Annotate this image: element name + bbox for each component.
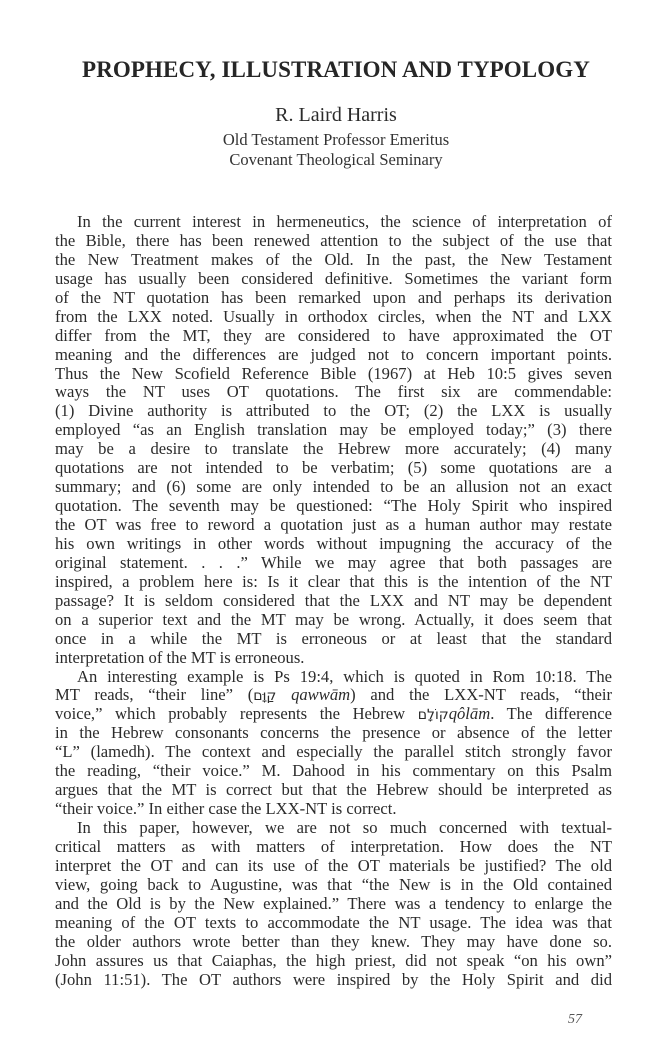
text-line: the reading, “their voice.” M. Dahood in his commentary on this Psalm [55,762,612,781]
text-line: “L” (lamedh). The context and especially the parallel stitch strongly favor [55,743,612,762]
text-line: ways the NT uses OT quotations. The first six are commendable: [55,383,612,402]
text-line: employed “as an English translation may be employed today;” (3) there [55,421,612,440]
transliteration-qawwam: qawwām [276,686,351,705]
text-line: the Bible, there has been renewed attention to the subject of the use that [55,231,612,250]
author-affiliation-institution: Covenant Theological Seminary [229,150,443,169]
text-line: (1) Divine authority is attributed to the OT; (2) the LXX is usually [55,402,612,421]
text-line: “their voice.” In either case the LXX-NT is correct. [55,800,397,819]
text-line: argues that the MT is correct but that the Hebrew should be interpreted as [55,781,612,800]
text-line: quotations are not intended to be verbatim; (5) some quotations are a [55,459,612,478]
text-line: John assures us that Caiaphas, the high priest, did not speak “on his own” [55,951,612,970]
author-name: R. Laird Harris [275,104,397,126]
text-line: quotation. The seventh may be questioned: “The Holy Spirit who inspired [55,497,612,516]
text-line: the OT was free to reword a quotation just as a human author may restate [55,516,612,534]
text-line: Thus the New Scofield Reference Bible (1967) at Heb 10:5 gives seven [55,364,612,383]
text-segment: ) and the LXX-NT reads, “their [350,686,612,705]
text-line: In this paper, however, we are not so much concerned with textual- [77,819,612,837]
text-line-hebrew-1 [55,686,612,705]
text-line: original statement. . . .” While we may agree that both passages are [55,553,612,572]
text-line: from the LXX noted. Usually in orthodox circles, when the NT and LXX [55,307,612,326]
paragraph-2 [55,668,612,820]
text-segment: MT reads, “their line” ( [55,686,254,705]
text-line: (John 11:51). The OT authors were inspired by the Holy Spirit and did [55,970,612,989]
transliteration-qolam: qôlām [448,705,491,724]
text-line: passage? It is seldom considered that the LXX and NT may be dependent [55,591,612,610]
text-line: An interesting example is Ps 19:4, which is quoted in Rom 10:18. The [77,667,612,686]
text-line-hebrew-2 [55,705,612,724]
author-affiliation-title: Old Testament Professor Emeritus [222,130,450,149]
text-line: of the NT quotation has been remarked upon and perhaps its derivation [55,288,612,307]
text-line: critical matters as with matters of interpretation. How does the NT [55,837,612,856]
text-line: may be a desire to translate the Hebrew more accurately; (4) many [55,440,612,459]
article-body [55,213,612,989]
text-line: differ from the MT, they are considered to have approximated the OT [55,326,612,345]
paragraph-1 [55,213,612,668]
text-line: and the Old is by the New explained.” There was a tendency to enlarge the [55,894,612,913]
page-number: 57 [568,1012,582,1027]
text-line: usage has usually been considered definitive. Sometimes the variant form [55,269,612,288]
text-line: the New Treatment makes of the Old. In the past, the New Testament [55,250,612,269]
text-line: meaning of the OT texts to accommodate the NT usage. The idea was that [55,913,612,932]
text-line: In the current interest in hermeneutics, the science of interpretation of [77,213,612,231]
text-line: view, going back to Augustine, was that “the New is in the Old contained [55,875,612,894]
text-segment: voice,” which probably represents the Hebrew [55,705,418,724]
text-line: inspired, a problem here is: Is it clear that this is the intention of the NT [55,572,612,591]
text-line: interpretation of the MT is erroneous. [55,648,305,667]
text-line: summary; and (6) some are only intended to be an allusion not an exact [55,478,612,497]
text-line: the older authors wrote better than they knew. They may have done so. [55,932,612,951]
paragraph-3 [55,819,612,989]
text-segment: . The difference [490,705,612,724]
text-line: meaning and the differences are judged not to concern important points. [55,345,612,364]
hebrew-word-qawwam: קַוָּם [253,688,277,705]
article-title: PROPHECY, ILLUSTRATION AND TYPOLOGY [82,57,590,82]
text-line: in the Hebrew consonants concerns the presence or absence of the letter [55,724,612,743]
text-line: his own writings in other words without impugning the accuracy of the [55,534,612,553]
text-line: on a superior text and the MT may be wrong. Actually, it does seem that [55,610,612,629]
text-line: interpret the OT and can its use of the OT materials be justified? The old [55,856,612,875]
hebrew-word-qolam: קוֹלָם [417,707,449,724]
text-line: once in a while the MT is erroneous or at least that the standard [55,629,612,648]
